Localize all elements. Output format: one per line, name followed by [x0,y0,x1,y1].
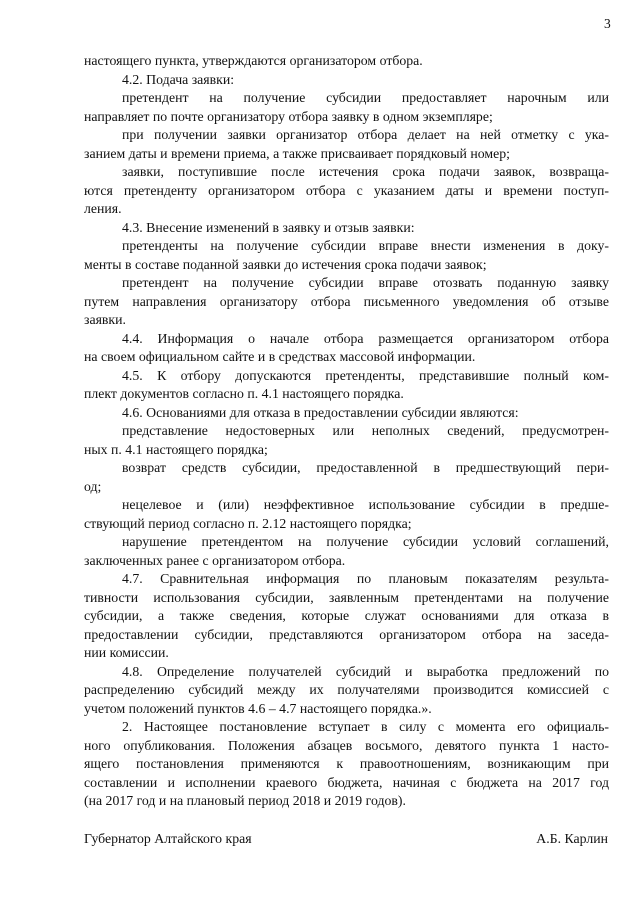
text-line: субсидии, а также сведения, которые служат основаниями для отказа в [84,608,609,623]
text-line: (на 2017 год и на плановый период 2018 и 2019 годов). [84,793,406,808]
text-line: тивности использования субсидии, заявленным претендентами на получение [84,589,609,605]
text-line: представление недостоверных или неполных сведений, предусмотрен- [122,423,609,438]
document-body [84,52,609,811]
text-line: претендент на получение субсидии предоставляет нарочным или [122,90,609,105]
text-line: заявки, поступившие после истечения срока подачи заявок, возвраща- [122,164,609,179]
text-line: направляет по почте организатору отбора заявку в одном экземпляре; [84,108,493,124]
text-line: 4.8. Определение получателей субсидий и выработка предложений по [122,663,609,679]
text-line: 2. Настоящее постановление вступает в силу с момента его официаль- [122,719,609,734]
text-line: од; [84,478,102,494]
text-line: нецелевое и (или) неэффективное использование субсидии в предше- [122,497,609,512]
text-line: путем направления организатору отбора письменного уведомления об отзыве [84,293,609,309]
text-line: составлении и исполнении краевого бюджета, начиная с бюджета на 2017 год [84,774,609,790]
signer-name: А.Б. Карлин [536,831,608,846]
text-line: претендент на получение субсидии вправе отозвать поданную заявку [122,275,609,290]
text-line: ных п. 4.1 настоящего порядка; [84,441,268,457]
text-line: на своем официальном сайте и в средствах массовой информации. [84,349,476,364]
text-line: 4.3. Внесение изменений в заявку и отзыв заявки: [122,219,415,235]
text-line: настоящего пункта, утверждаются организатором отбора. [84,53,423,68]
text-line: возврат средств субсидии, предоставленной в предшествующий пери- [122,460,609,475]
text-line: менты в составе поданной заявки до истечения срока подачи заявок; [84,256,487,272]
text-line: 4.7. Сравнительная информация по плановым показателям результа- [122,571,609,586]
signature-block [84,829,608,849]
text-line: нарушение претендентом на получение субсидии условий соглашений, [122,534,609,549]
text-line: ящего постановления применяются к правоотношениям, возникающим при [84,756,609,771]
text-line: распределению субсидий между их получателями производится комиссией с [84,682,609,697]
text-line: ного опубликования. Положения абзацев восьмого, девятого пункта 1 насто- [84,737,609,753]
text-line: претенденты на получение субсидии вправе внести изменения в доку- [122,238,609,253]
text-line: плект документов согласно п. 4.1 настоящего порядка. [84,386,404,401]
text-line: ются претенденту организатором отбора с указанием даты и времени поступ- [84,182,609,198]
text-line: заключенных ранее с организатором отбора. [84,552,346,568]
text-line: при получении заявки организатор отбора делает на ней отметку с ука- [122,127,609,142]
signer-title: Губернатор Алтайского края [84,831,252,846]
text-line: заявки. [84,312,126,327]
text-line: нии комиссии. [84,645,169,660]
text-line: ствующий период согласно п. 2.12 настоящего порядка; [84,515,412,531]
text-line: 4.6. Основаниями для отказа в предоставлении субсидии являются: [122,404,519,420]
text-line: занием даты и времени приема, а также присваивает порядковый номер; [84,145,510,161]
text-line: 4.2. Подача заявки: [122,71,235,87]
text-line: 4.5. К отбору допускаются претенденты, представившие полный ком- [122,367,609,383]
text-line: ления. [84,201,122,216]
text-line: учетом положений пунктов 4.6 – 4.7 настоящего порядка.». [84,700,432,716]
page-number: 3 [604,16,611,31]
text-line: 4.4. Информация о начале отбора размещается организатором отбора [122,330,609,346]
text-line: предоставлении субсидии, представляются организатором отбора на заседа- [84,626,609,642]
